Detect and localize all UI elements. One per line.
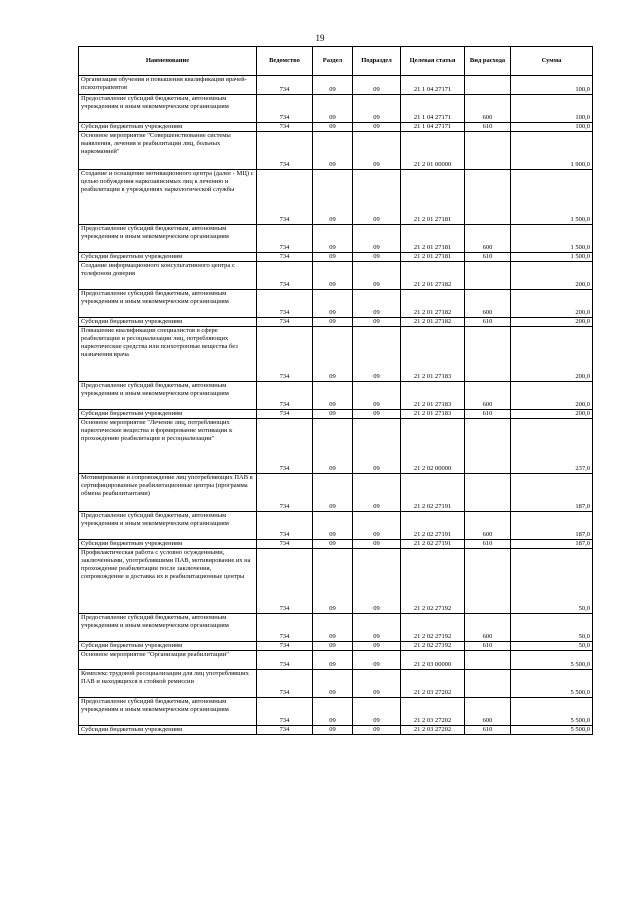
amount-cell: 200,0 (511, 382, 593, 410)
column-header: Раздел (313, 47, 353, 76)
target-article-cell: 21 2 01 27181 (401, 225, 465, 253)
table-row (79, 726, 593, 735)
expense-type-cell (465, 170, 511, 225)
department-cell: 734 (257, 410, 313, 419)
row-name-cell: Субсидии бюджетным учреждениям (79, 318, 257, 327)
expense-type-cell (465, 76, 511, 95)
department-cell: 734 (257, 726, 313, 735)
amount-cell: 200,0 (511, 290, 593, 318)
table-row (79, 95, 593, 123)
target-article-cell: 21 2 03 00000 (401, 651, 465, 670)
target-article-cell: 21 2 01 00000 (401, 132, 465, 170)
table-row (79, 698, 593, 726)
row-name-cell: Создание и оснащение мотивационного центра (далее - МЦ) с целью побуждения наркозависимых лиц к лечению и реабилитации в учреждениях наркологической службы (79, 170, 257, 225)
table-row (79, 410, 593, 419)
department-cell: 734 (257, 76, 313, 95)
row-name-cell: Комплекс трудовой ресоциализации для лиц употреблявших ПАВ и находящихся в стойкой ремиссии (79, 670, 257, 698)
row-name-cell: Субсидии бюджетным учреждениям (79, 540, 257, 549)
row-name-cell: Основное мероприятие "Организация реабилитации" (79, 651, 257, 670)
department-cell: 734 (257, 253, 313, 262)
amount-cell: 1 500,0 (511, 170, 593, 225)
table-row (79, 512, 593, 540)
amount-cell: 100,0 (511, 95, 593, 123)
department-cell: 734 (257, 540, 313, 549)
row-name-cell: Предоставление субсидий бюджетным, автономным учреждениям и иным некоммерческим организациям (79, 382, 257, 410)
target-article-cell: 21 2 01 27181 (401, 253, 465, 262)
section-cell: 09 (313, 253, 353, 262)
table-row (79, 262, 593, 290)
subsection-cell: 09 (353, 698, 401, 726)
section-cell: 09 (313, 290, 353, 318)
expense-type-cell: 600 (465, 225, 511, 253)
budget-table (78, 46, 593, 735)
row-name-cell: Предоставление субсидий бюджетным, автономным учреждениям и иным некоммерческим организациям (79, 698, 257, 726)
table-row (79, 642, 593, 651)
amount-cell: 187,0 (511, 512, 593, 540)
column-header: Сумма (511, 47, 593, 76)
target-article-cell: 21 1 04 27171 (401, 95, 465, 123)
table-row (79, 474, 593, 512)
amount-cell: 237,0 (511, 419, 593, 474)
amount-cell: 1 500,0 (511, 225, 593, 253)
section-cell: 09 (313, 170, 353, 225)
section-cell: 09 (313, 410, 353, 419)
expense-type-cell: 610 (465, 123, 511, 132)
table-row (79, 76, 593, 95)
amount-cell: 1 500,0 (511, 253, 593, 262)
expense-type-cell: 610 (465, 253, 511, 262)
target-article-cell: 21 2 01 27181 (401, 170, 465, 225)
target-article-cell: 21 2 02 27192 (401, 642, 465, 651)
expense-type-cell (465, 474, 511, 512)
department-cell: 734 (257, 290, 313, 318)
row-name-cell: Субсидии бюджетным учреждениям (79, 642, 257, 651)
section-cell: 09 (313, 132, 353, 170)
expense-type-cell (465, 670, 511, 698)
column-header: Целевая статья (401, 47, 465, 76)
target-article-cell: 21 2 03 27202 (401, 698, 465, 726)
target-article-cell: 21 2 01 27182 (401, 318, 465, 327)
table-row (79, 170, 593, 225)
expense-type-cell: 600 (465, 382, 511, 410)
target-article-cell: 21 2 01 27183 (401, 410, 465, 419)
amount-cell: 100,0 (511, 123, 593, 132)
target-article-cell: 21 1 04 27171 (401, 76, 465, 95)
amount-cell: 187,0 (511, 474, 593, 512)
row-name-cell: Субсидии бюджетным учреждениям (79, 410, 257, 419)
section-cell: 09 (313, 698, 353, 726)
row-name-cell: Субсидии бюджетным учреждениям (79, 123, 257, 132)
target-article-cell: 21 2 02 27191 (401, 474, 465, 512)
expense-type-cell: 600 (465, 512, 511, 540)
subsection-cell: 09 (353, 262, 401, 290)
expense-type-cell (465, 327, 511, 382)
target-article-cell: 21 1 04 27171 (401, 123, 465, 132)
row-name-cell: Предоставление субсидий бюджетным, автономным учреждениям и иным некоммерческим организациям (79, 290, 257, 318)
amount-cell: 5 500,0 (511, 698, 593, 726)
department-cell: 734 (257, 549, 313, 614)
row-name-cell: Мотивирование и сопровождение лиц употребляющих ПАВ в сертифицированные реабилитационные центры (программа обмена реабилитантами) (79, 474, 257, 512)
amount-cell: 50,0 (511, 642, 593, 651)
section-cell: 09 (313, 95, 353, 123)
subsection-cell: 09 (353, 95, 401, 123)
subsection-cell: 09 (353, 512, 401, 540)
section-cell: 09 (313, 419, 353, 474)
column-header: Ведомство (257, 47, 313, 76)
department-cell: 734 (257, 132, 313, 170)
department-cell: 734 (257, 318, 313, 327)
section-cell: 09 (313, 225, 353, 253)
target-article-cell: 21 2 03 27202 (401, 726, 465, 735)
section-cell: 09 (313, 651, 353, 670)
table-row (79, 123, 593, 132)
column-header: Вид расхода (465, 47, 511, 76)
section-cell: 09 (313, 76, 353, 95)
section-cell: 09 (313, 123, 353, 132)
amount-cell: 100,0 (511, 76, 593, 95)
row-name-cell: Предоставление субсидий бюджетным, автономным учреждениям и иным некоммерческим организациям (79, 225, 257, 253)
subsection-cell: 09 (353, 132, 401, 170)
expense-type-cell: 610 (465, 410, 511, 419)
expense-type-cell (465, 549, 511, 614)
column-header: Подраздел (353, 47, 401, 76)
subsection-cell: 09 (353, 225, 401, 253)
department-cell: 734 (257, 419, 313, 474)
department-cell: 734 (257, 670, 313, 698)
section-cell: 09 (313, 726, 353, 735)
subsection-cell: 09 (353, 290, 401, 318)
department-cell: 734 (257, 382, 313, 410)
department-cell: 734 (257, 614, 313, 642)
subsection-cell: 09 (353, 540, 401, 549)
target-article-cell: 21 2 01 27183 (401, 382, 465, 410)
row-name-cell: Повышение квалификации специалистов в сфере реабилитации и ресоциализации лиц, потребляющих наркотические средства или психотропные вещества без назначения врача (79, 327, 257, 382)
amount-cell: 200,0 (511, 327, 593, 382)
subsection-cell: 09 (353, 170, 401, 225)
subsection-cell: 09 (353, 651, 401, 670)
expense-type-cell (465, 262, 511, 290)
department-cell: 734 (257, 512, 313, 540)
subsection-cell: 09 (353, 614, 401, 642)
subsection-cell: 09 (353, 549, 401, 614)
section-cell: 09 (313, 549, 353, 614)
target-article-cell: 21 2 02 27191 (401, 512, 465, 540)
table-row (79, 132, 593, 170)
target-article-cell: 21 2 02 27191 (401, 540, 465, 549)
target-article-cell: 21 2 02 27192 (401, 614, 465, 642)
amount-cell: 5 500,0 (511, 726, 593, 735)
row-name-cell: Профилактическая работа с условно осужденными, заключенными, употреблявшими ПАВ, мотивирование их на прохождение реабилитации после заключения, сопровождение и доставка их в реабилитационные центры (79, 549, 257, 614)
subsection-cell: 09 (353, 410, 401, 419)
subsection-cell: 09 (353, 474, 401, 512)
expense-type-cell: 610 (465, 318, 511, 327)
department-cell: 734 (257, 225, 313, 253)
subsection-cell: 09 (353, 327, 401, 382)
row-name-cell: Субсидии бюджетным учреждениям (79, 726, 257, 735)
table-row (79, 549, 593, 614)
target-article-cell: 21 2 02 27192 (401, 549, 465, 614)
target-article-cell: 21 2 01 27182 (401, 290, 465, 318)
department-cell: 734 (257, 642, 313, 651)
target-article-cell: 21 2 03 27202 (401, 670, 465, 698)
subsection-cell: 09 (353, 253, 401, 262)
section-cell: 09 (313, 327, 353, 382)
department-cell: 734 (257, 123, 313, 132)
expense-type-cell (465, 419, 511, 474)
department-cell: 734 (257, 95, 313, 123)
table-row (79, 651, 593, 670)
amount-cell: 187,0 (511, 540, 593, 549)
department-cell: 734 (257, 262, 313, 290)
target-article-cell: 21 2 02 00000 (401, 419, 465, 474)
section-cell: 09 (313, 474, 353, 512)
expense-type-cell: 610 (465, 726, 511, 735)
subsection-cell: 09 (353, 670, 401, 698)
amount-cell: 200,0 (511, 318, 593, 327)
subsection-cell: 09 (353, 642, 401, 651)
row-name-cell: Создание информационного консультативного центра с телефоном доверия (79, 262, 257, 290)
subsection-cell: 09 (353, 318, 401, 327)
table-row (79, 225, 593, 253)
table-row (79, 614, 593, 642)
section-cell: 09 (313, 262, 353, 290)
expense-type-cell: 600 (465, 698, 511, 726)
row-name-cell: Предоставление субсидий бюджетным, автономным учреждениям и иным некоммерческим организациям (79, 614, 257, 642)
subsection-cell: 09 (353, 76, 401, 95)
row-name-cell: Основное мероприятие "Лечение лиц, потребляющих наркотические вещества и формирование мотивации к прохождению реабилитации и ресоциализации" (79, 419, 257, 474)
column-header: Наименование (79, 47, 257, 76)
expense-type-cell (465, 651, 511, 670)
section-cell: 09 (313, 318, 353, 327)
table-row (79, 253, 593, 262)
department-cell: 734 (257, 327, 313, 382)
amount-cell: 50,0 (511, 549, 593, 614)
subsection-cell: 09 (353, 382, 401, 410)
amount-cell: 5 500,0 (511, 670, 593, 698)
table-row (79, 670, 593, 698)
section-cell: 09 (313, 642, 353, 651)
section-cell: 09 (313, 670, 353, 698)
amount-cell: 1 900,0 (511, 132, 593, 170)
table-row (79, 327, 593, 382)
department-cell: 734 (257, 170, 313, 225)
amount-cell: 200,0 (511, 262, 593, 290)
amount-cell: 5 500,0 (511, 651, 593, 670)
target-article-cell: 21 2 01 27183 (401, 327, 465, 382)
table-row (79, 419, 593, 474)
row-name-cell: Организация обучения и повышения квалификации врачей- психотерапевтов (79, 76, 257, 95)
table-row (79, 540, 593, 549)
page-number: 19 (315, 33, 325, 43)
table-row (79, 382, 593, 410)
row-name-cell: Субсидии бюджетным учреждениям (79, 253, 257, 262)
table-header-row (79, 47, 593, 76)
row-name-cell: Основное мероприятие "Совершенствование системы выявления, лечения и реабилитации лиц, больных наркоманией" (79, 132, 257, 170)
expense-type-cell (465, 132, 511, 170)
table-body (79, 76, 593, 735)
table-row (79, 290, 593, 318)
target-article-cell: 21 2 01 27182 (401, 262, 465, 290)
subsection-cell: 09 (353, 123, 401, 132)
subsection-cell: 09 (353, 726, 401, 735)
section-cell: 09 (313, 382, 353, 410)
department-cell: 734 (257, 698, 313, 726)
amount-cell: 50,0 (511, 614, 593, 642)
subsection-cell: 09 (353, 419, 401, 474)
department-cell: 734 (257, 651, 313, 670)
expense-type-cell: 600 (465, 614, 511, 642)
section-cell: 09 (313, 614, 353, 642)
expense-type-cell: 610 (465, 642, 511, 651)
department-cell: 734 (257, 474, 313, 512)
table-row (79, 318, 593, 327)
section-cell: 09 (313, 512, 353, 540)
amount-cell: 200,0 (511, 410, 593, 419)
expense-type-cell: 600 (465, 95, 511, 123)
expense-type-cell: 600 (465, 290, 511, 318)
row-name-cell: Предоставление субсидий бюджетным, автономным учреждениям и иным некоммерческим организациям (79, 512, 257, 540)
expense-type-cell: 610 (465, 540, 511, 549)
section-cell: 09 (313, 540, 353, 549)
row-name-cell: Предоставление субсидий бюджетным, автономным учреждениям и иным некоммерческим организациям (79, 95, 257, 123)
